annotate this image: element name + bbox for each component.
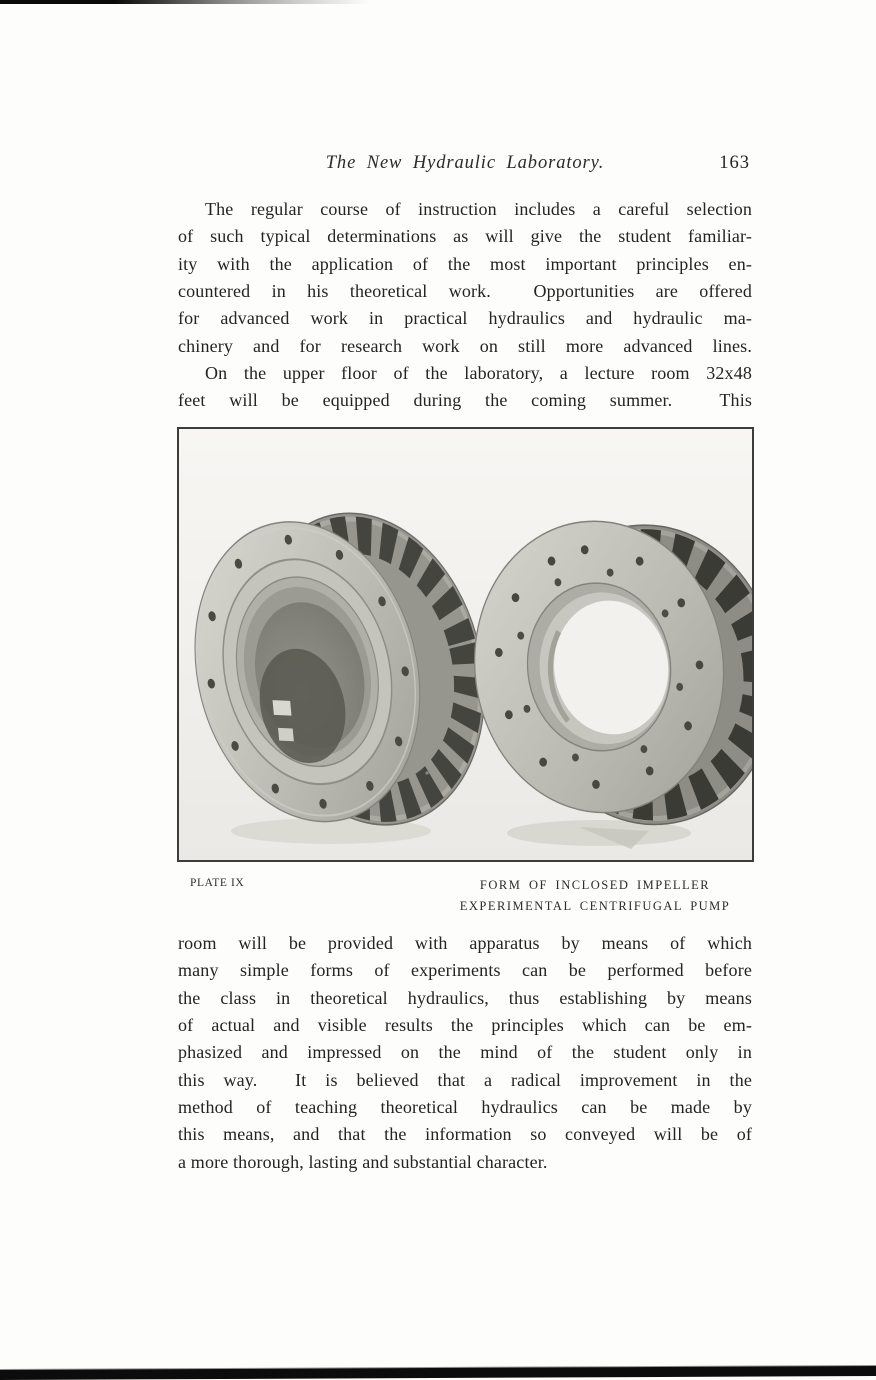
- running-head: [178, 153, 752, 177]
- text-line: chinery and for research work on still more advanced lines.: [178, 335, 752, 356]
- page-title: The New Hydraulic Laboratory.: [325, 153, 605, 173]
- plate-caption-line1: FORM OF INCLOSED IMPELLER: [479, 878, 711, 892]
- plate-caption: [420, 875, 770, 916]
- text-line: a more thorough, lasting and substantial character.: [178, 1151, 548, 1172]
- page-number: 163: [719, 153, 750, 173]
- body-text-upper: [178, 196, 752, 415]
- text-line: method of teaching theoretical hydraulics can be made by: [178, 1097, 752, 1118]
- scan-edge-bottom: [0, 1366, 876, 1380]
- impeller-photo: [179, 429, 752, 860]
- plate-caption-line2: EXPERIMENTAL CENTRIFUGAL PUMP: [459, 898, 731, 913]
- paragraph-1: [178, 196, 752, 360]
- text-line: of actual and visible results the principles which can be em-: [178, 1015, 752, 1036]
- text-line: of such typical determinations as will give the student familiar-: [178, 226, 752, 247]
- text-line: for advanced work in practical hydraulics and hydraulic ma-: [178, 308, 752, 329]
- paragraph-3: [178, 930, 752, 1176]
- text-line: this way. It is believed that a radical improvement in the: [178, 1069, 752, 1090]
- text-line: phasized and impressed on the mind of the student only in: [178, 1042, 752, 1063]
- plate-frame: [177, 427, 754, 862]
- text-line: countered in his theoretical work. Opportunities are offered: [178, 281, 752, 302]
- text-line: the class in theoretical hydraulics, thus establishing by means: [178, 987, 752, 1008]
- scan-edge-top: [0, 0, 370, 4]
- text-line: The regular course of instruction includes a careful selection: [205, 199, 752, 219]
- text-line: feet will be equipped during the coming summer. This: [178, 390, 752, 411]
- text-line: room will be provided with apparatus by means of which: [178, 933, 752, 953]
- text-line: On the upper floor of the laboratory, a lecture room 32x48: [205, 363, 752, 384]
- text-line: ity with the application of the most important principles en-: [178, 253, 752, 274]
- text-line: this means, and that the information so conveyed will be of: [178, 1124, 752, 1145]
- paragraph-2: [178, 360, 752, 415]
- plate-label: PLATE IX: [190, 877, 245, 889]
- text-line: many simple forms of experiments can be performed before: [178, 960, 752, 981]
- body-text-lower: [178, 930, 752, 1176]
